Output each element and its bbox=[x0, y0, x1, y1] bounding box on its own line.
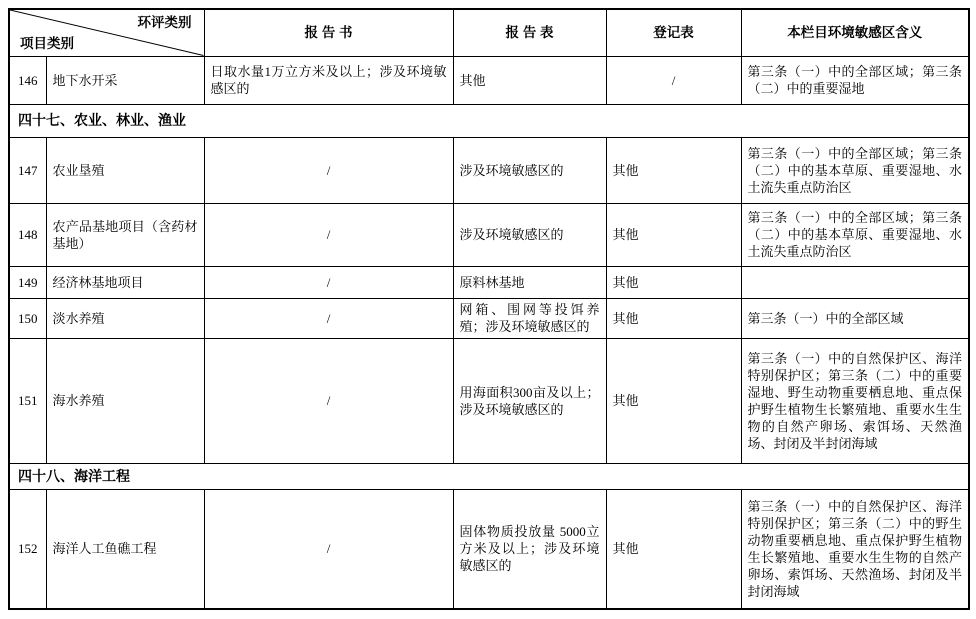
registration-cell: / bbox=[606, 56, 741, 104]
report-form-cell: 原料林基地 bbox=[453, 266, 606, 298]
report-form-cell: 涉及环境敏感区的 bbox=[453, 203, 606, 266]
table-row bbox=[9, 266, 969, 298]
row-number-cell: 146 bbox=[9, 56, 46, 104]
project-name-cell: 海水养殖 bbox=[46, 338, 204, 463]
table-body bbox=[9, 56, 969, 609]
project-name-cell: 农业垦殖 bbox=[46, 137, 204, 203]
report-book-cell: / bbox=[204, 489, 453, 609]
header-project-category: 项目类别 bbox=[20, 35, 74, 51]
table-row bbox=[9, 489, 969, 609]
row-number-cell: 151 bbox=[9, 338, 46, 463]
header-report-form: 报 告 表 bbox=[453, 9, 606, 56]
row-number-cell: 150 bbox=[9, 298, 46, 338]
diagonal-header-cell bbox=[9, 9, 204, 56]
row-number-cell: 149 bbox=[9, 266, 46, 298]
registration-cell: 其他 bbox=[606, 266, 741, 298]
report-form-cell: 其他 bbox=[453, 56, 606, 104]
report-form-cell: 网箱、围网等投饵养殖；涉及环境敏感区的 bbox=[453, 298, 606, 338]
table-row bbox=[9, 56, 969, 104]
header-report-book: 报 告 书 bbox=[204, 9, 453, 56]
sensitive-area-cell: 第三条（一）中的全部区域；第三条（二）中的基本草原、重要湿地、水土流失重点防治区 bbox=[741, 203, 969, 266]
project-name-cell: 经济林基地项目 bbox=[46, 266, 204, 298]
report-book-cell: / bbox=[204, 266, 453, 298]
eia-classification-table bbox=[8, 8, 970, 610]
report-book-cell: / bbox=[204, 137, 453, 203]
table-row bbox=[9, 203, 969, 266]
registration-cell: 其他 bbox=[606, 298, 741, 338]
section-title: 四十八、海洋工程 bbox=[9, 463, 969, 489]
section-header-row bbox=[9, 463, 969, 489]
project-name-cell: 海洋人工鱼礁工程 bbox=[46, 489, 204, 609]
registration-cell: 其他 bbox=[606, 338, 741, 463]
row-number-cell: 148 bbox=[9, 203, 46, 266]
header-registration: 登记表 bbox=[606, 9, 741, 56]
sensitive-area-cell: 第三条（一）中的全部区域；第三条（二）中的重要湿地 bbox=[741, 56, 969, 104]
header-eia-category: 环评类别 bbox=[137, 15, 192, 30]
report-form-cell: 固体物质投放量 5000立方米及以上；涉及环境敏感区的 bbox=[453, 489, 606, 609]
table-row bbox=[9, 137, 969, 203]
project-name-cell: 淡水养殖 bbox=[46, 298, 204, 338]
row-number-cell: 147 bbox=[9, 137, 46, 203]
report-book-cell: / bbox=[204, 298, 453, 338]
report-book-cell: / bbox=[204, 203, 453, 266]
project-name-cell: 地下水开采 bbox=[46, 56, 204, 104]
registration-cell: 其他 bbox=[606, 489, 741, 609]
sensitive-area-cell: 第三条（一）中的自然保护区、海洋特别保护区；第三条（二）中的重要湿地、野生动物重要栖息地、重点保护野生植物生长繁殖地、重要水生生物的自然产卵场、索饵场、天然渔场、封闭及半封闭海域 bbox=[741, 338, 969, 463]
registration-cell: 其他 bbox=[606, 203, 741, 266]
sensitive-area-cell: 第三条（一）中的全部区域；第三条（二）中的基本草原、重要湿地、水土流失重点防治区 bbox=[741, 137, 969, 203]
sensitive-area-cell: 第三条（一）中的全部区域 bbox=[741, 298, 969, 338]
report-form-cell: 用海面积300亩及以上；涉及环境敏感区的 bbox=[453, 338, 606, 463]
report-form-cell: 涉及环境敏感区的 bbox=[453, 137, 606, 203]
registration-cell: 其他 bbox=[606, 137, 741, 203]
project-name-cell: 农产品基地项目（含药材基地） bbox=[46, 203, 204, 266]
report-book-cell: 日取水量1万立方米及以上；涉及环境敏感区的 bbox=[204, 56, 453, 104]
report-book-cell: / bbox=[204, 338, 453, 463]
section-header-row bbox=[9, 104, 969, 137]
header-sensitive-area: 本栏目环境敏感区含义 bbox=[741, 9, 969, 56]
section-title: 四十七、农业、林业、渔业 bbox=[9, 104, 969, 137]
sensitive-area-cell: 第三条（一）中的自然保护区、海洋特别保护区；第三条（二）中的野生动物重要栖息地、重点保护野生植物生长繁殖地、重要水生生物的自然产卵场、索饵场、天然渔场、封闭及半封闭海域 bbox=[741, 489, 969, 609]
sensitive-area-cell bbox=[741, 266, 969, 298]
table-row bbox=[9, 338, 969, 463]
table-row bbox=[9, 298, 969, 338]
row-number-cell: 152 bbox=[9, 489, 46, 609]
header-row bbox=[9, 9, 969, 56]
